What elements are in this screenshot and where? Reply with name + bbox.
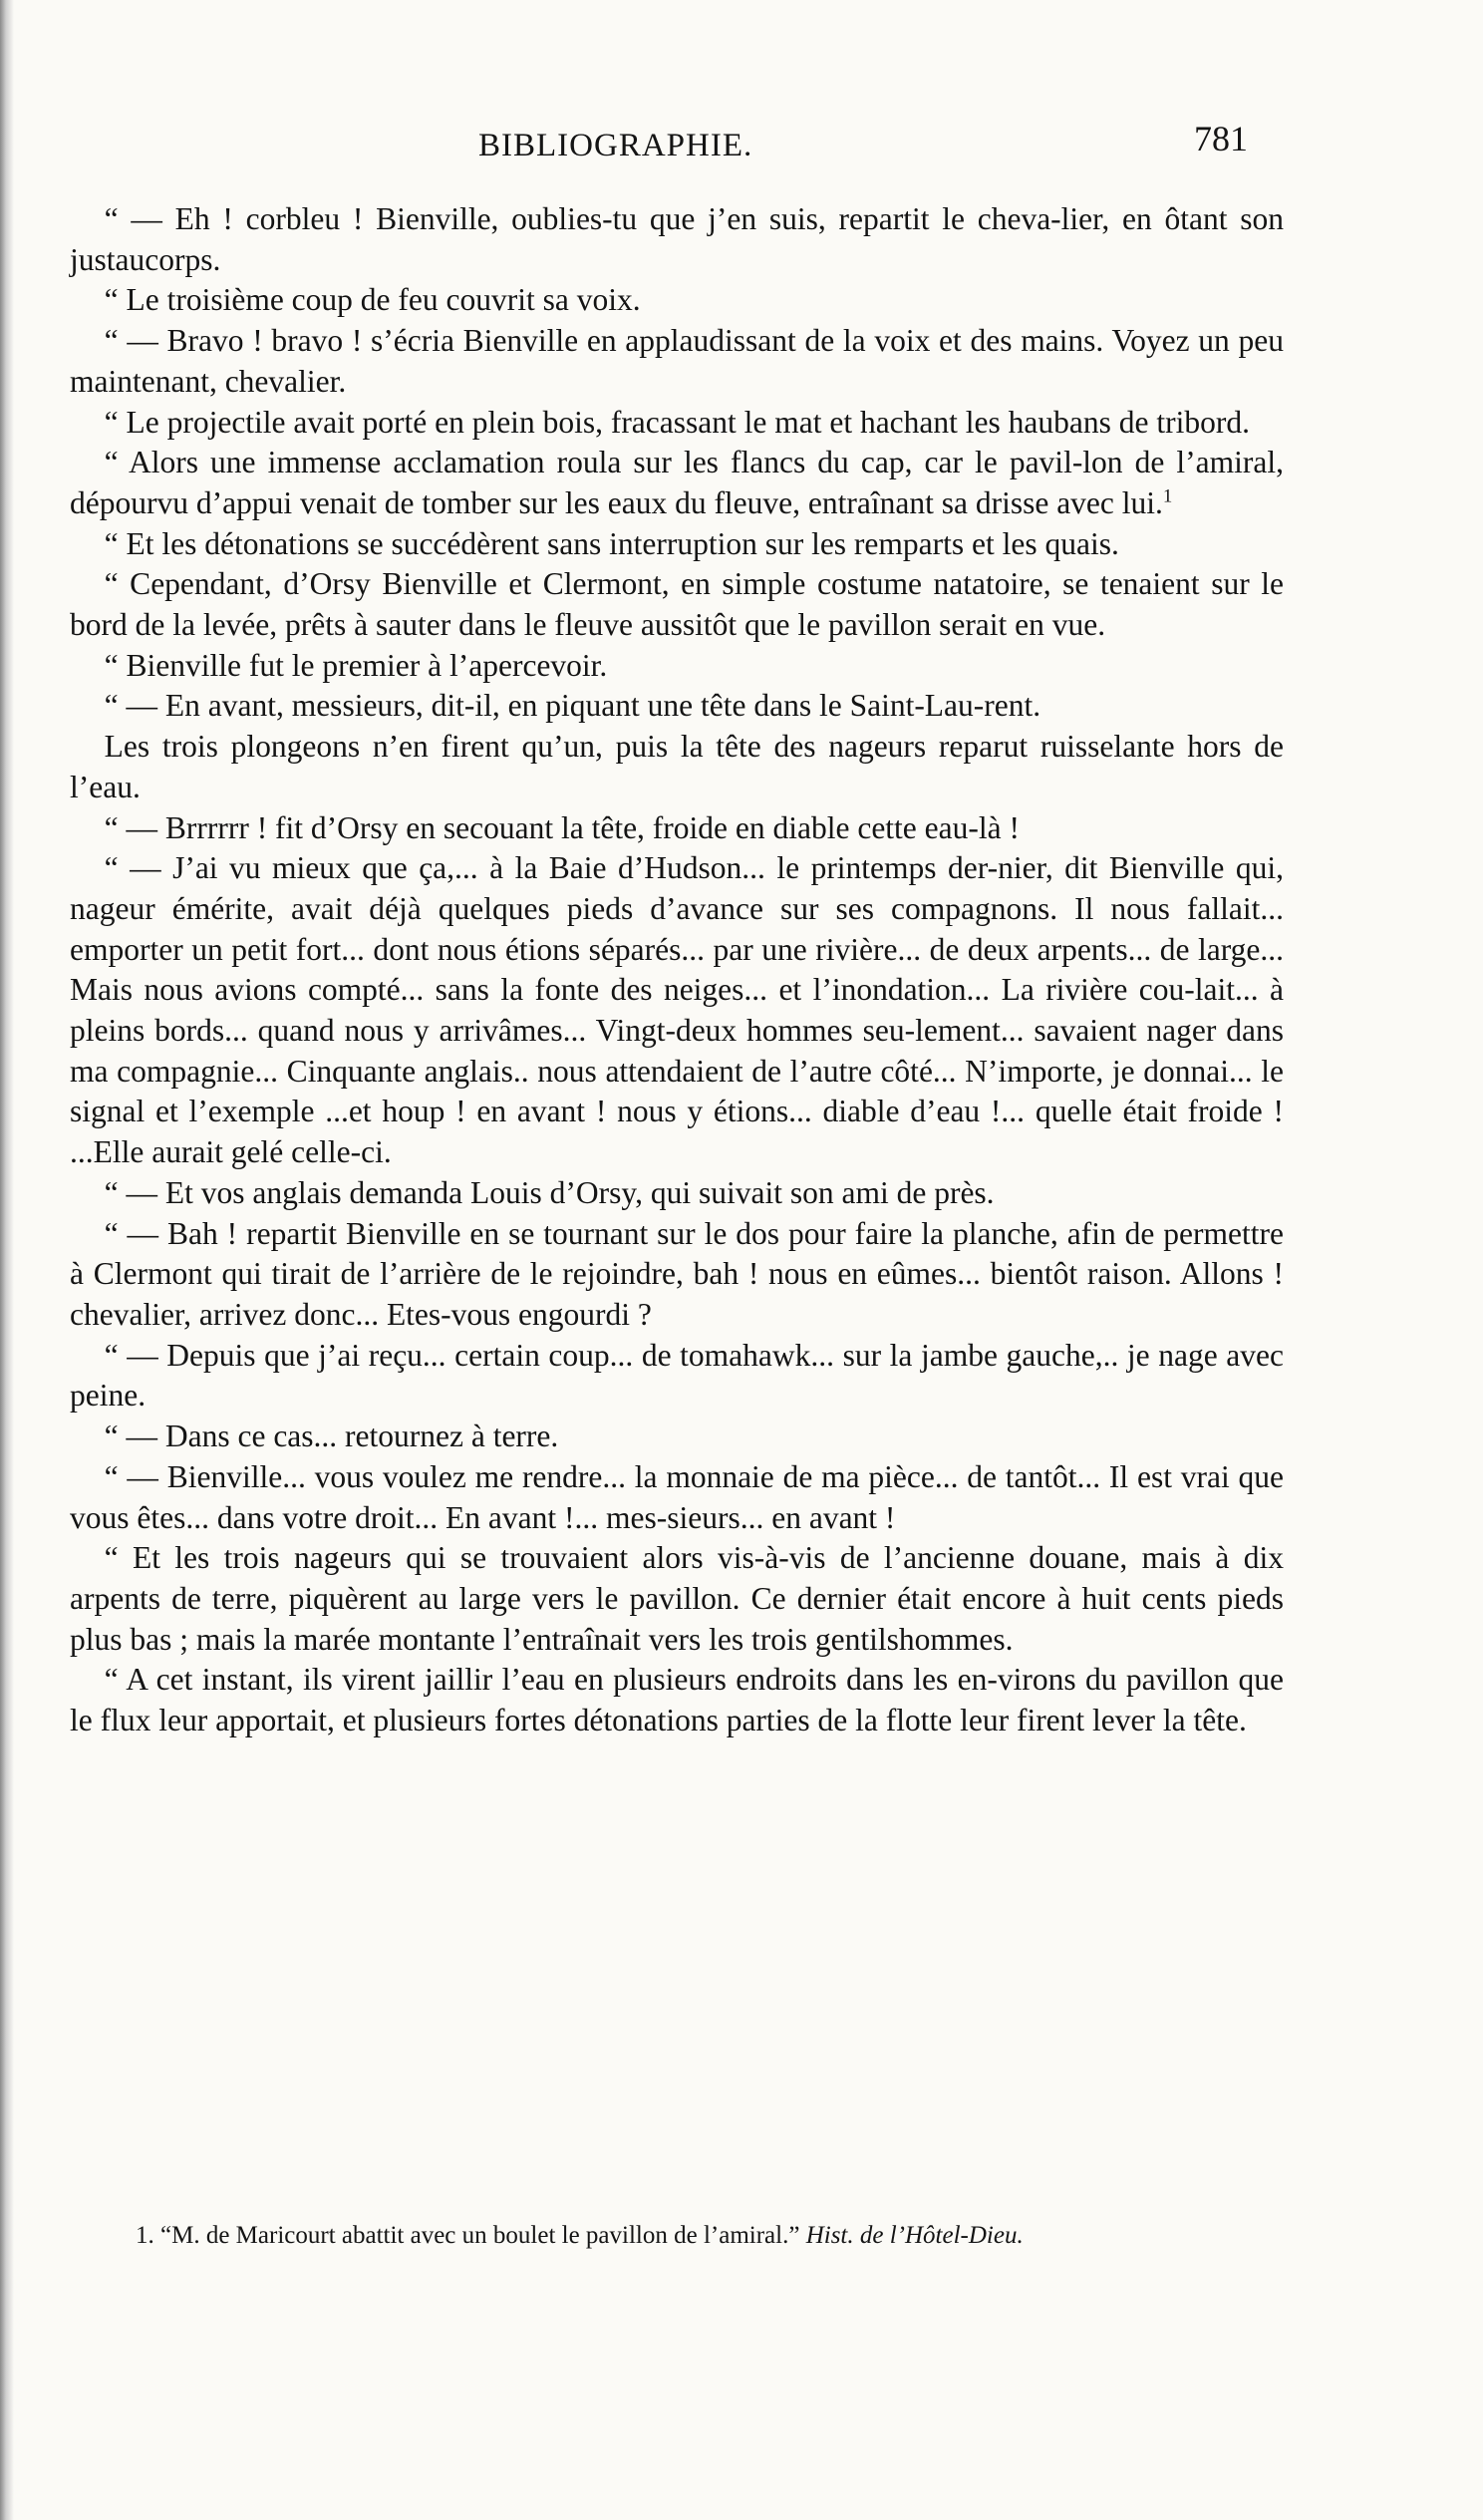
- paragraph: “ — Bienville... vous voulez me rendre... la monnaie de ma pièce... de tantôt... Il est vrai que vous êtes... dans votre droit... En avant !... mes-sieurs... en avant !: [70, 1458, 1284, 1535]
- paragraph: “ — Depuis que j’ai reçu... certain coup... de tomahawk... sur la jambe gauche,.. je nage avec peine.: [70, 1337, 1284, 1414]
- footnote-quote: “M. de Maricourt abattit avec un boulet le pavillon de l’amiral.”: [160, 2222, 800, 2249]
- paragraph: “ Le projectile avait porté en plein bois, fracassant le mat et hachant les haubans de tribord.: [104, 404, 1250, 440]
- paragraph: “ — Bravo ! bravo ! s’écria Bienville en applaudissant de la voix et des mains. Voyez un peu maintenant, chevalier.: [70, 323, 1284, 399]
- page-number: 781: [1194, 119, 1248, 158]
- paragraph: “ — Et vos anglais demanda Louis d’Orsy, qui suivait son ami de près.: [104, 1174, 995, 1210]
- paragraph-text: “ Alors une immense acclamation roula sur les flancs du cap, car le pavil-lon de l’amiral, dépourvu d’appui venait de tomber sur les eaux du fleuve, entraînant sa drisse avec lui.: [70, 445, 1284, 520]
- paragraph: “ — Eh ! corbleu ! Bienville, oublies-tu que j’en suis, repartit le cheva-lier, en ôtant son justaucorps.: [70, 201, 1284, 277]
- footnote-source: Hist. de l’Hôtel-Dieu.: [805, 2222, 1024, 2249]
- paragraph: “ — Dans ce cas... retournez à terre.: [104, 1418, 559, 1454]
- footnote-reference: 1: [1162, 485, 1173, 507]
- paragraph: “ — Brrrrrr ! fit d’Orsy en secouant la tête, froide en diable cette eau-là !: [104, 809, 1020, 845]
- footnote: [96, 2219, 1302, 2253]
- paragraph: “ — J’ai vu mieux que ça,... à la Baie d’Hudson... le printemps der-nier, dit Bienville qui, nageur émérite, avait déjà quelques pieds d’avance sur ses compagnons. Il nous fallait... emporter un petit fort... dont nous étions séparés... par une rivière... de deux arpents... de large... Mais nous avions compté... sans la fonte des neiges... et l’inondation... La rivière cou-lait... à pleins bords... quand nous y arrivâmes... Vingt-deux hommes seu-lement... savaient nager dans ma compagnie... Cinquante anglais.. nous attendaient de l’autre côté... N’importe, je donnai... le signal et l’exemple ...et houp ! en avant ! nous y étions... diable d’eau !... quelle était froide ! ...Elle aurait gelé celle-ci.: [70, 850, 1284, 1170]
- paragraph: “ — Bah ! repartit Bienville en se tournant sur le dos pour faire la planche, afin de permettre à Clermont qui tirait de l’arrière de le rejoindre, bah ! nous en eûmes... bientôt raison. Allons ! chevalier, arrivez donc... Etes-vous engourdi ?: [70, 1215, 1284, 1332]
- paragraph: “ Le troisième coup de feu couvrit sa voix.: [104, 282, 641, 318]
- main-text: [70, 199, 1284, 1741]
- paragraph: “ Et les détonations se succédèrent sans interruption sur les remparts et les quais.: [104, 525, 1119, 561]
- paragraph: “ Et les trois nageurs qui se trouvaient alors vis-à-vis de l’ancienne douane, mais à dix arpents de terre, piquèrent au large vers le pavillon. Ce dernier était encore à huit cents pieds plus bas ; mais la marée montante l’entraînait vers les trois gentilshommes.: [70, 1540, 1284, 1657]
- paragraph-with-footnote-ref: [70, 443, 1284, 523]
- paragraph: “ — En avant, messieurs, dit-il, en piquant une tête dans le Saint-Lau-rent.: [104, 688, 1041, 724]
- footnote-number: 1.: [136, 2222, 154, 2249]
- paragraph: “ Cependant, d’Orsy Bienville et Clermont, en simple costume natatoire, se tenaient sur le bord de la levée, prêts à sauter dans le fleuve aussitôt que le pavillon serait en vue.: [70, 566, 1284, 643]
- page-edge-shadow: [0, 0, 14, 2520]
- paragraph: Les trois plongeons n’en firent qu’un, puis la tête des nageurs reparut ruisselante hors de l’eau.: [70, 729, 1284, 804]
- paragraph: “ A cet instant, ils virent jaillir l’eau en plusieurs endroits dans les en-virons du pavillon que le flux leur apportait, et plusieurs fortes détonations parties de la flotte leur firent lever la tête.: [70, 1662, 1284, 1738]
- paragraph: “ Bienville fut le premier à l’apercevoir.: [104, 647, 608, 683]
- running-title: BIBLIOGRAPHIE.: [478, 128, 753, 163]
